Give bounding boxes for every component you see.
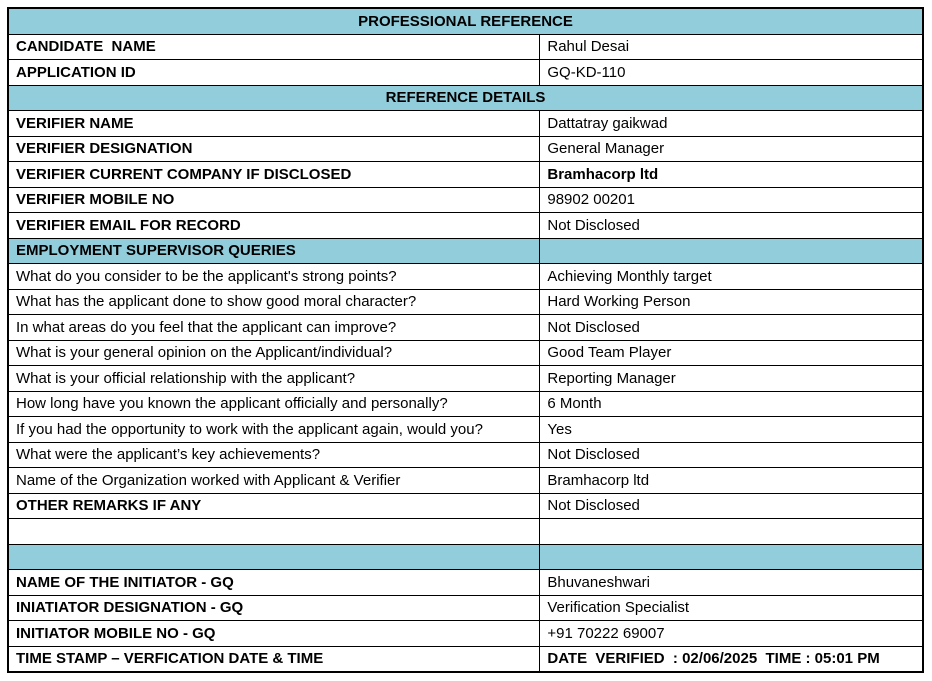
- table-row-empty: [9, 519, 922, 545]
- row-label: OTHER REMARKS IF ANY: [9, 494, 540, 519]
- row-label: APPLICATION ID: [9, 60, 540, 85]
- row-label: If you had the opportunity to work with the applicant again, would you?: [9, 417, 540, 442]
- row-value: Dattatray gaikwad: [547, 114, 668, 132]
- row-label: How long have you known the applicant officially and personally?: [9, 392, 540, 417]
- row-label: VERIFIER DESIGNATION: [9, 137, 540, 162]
- table-row-question-official-relationship: [9, 366, 922, 392]
- table-row-initiator-mobile: [9, 621, 922, 647]
- row-value: GQ-KD-110: [547, 63, 626, 81]
- row-value: DATE VERIFIED : 02/06/2025 TIME : 05:01 PM: [547, 650, 880, 668]
- row-label: NAME OF THE INITIATOR - GQ: [9, 570, 540, 595]
- table-row-verifier-designation: [9, 137, 922, 163]
- row-label: VERIFIER EMAIL FOR RECORD: [9, 213, 540, 238]
- table-row-question-key-achievements: [9, 443, 922, 469]
- section-header-row: [9, 9, 922, 35]
- empty-cell: [9, 519, 540, 544]
- row-value: Achieving Monthly target: [547, 267, 712, 285]
- table-row-timestamp: [9, 647, 922, 672]
- row-label: CANDIDATE NAME: [9, 35, 540, 60]
- row-label: TIME STAMP – VERFICATION DATE & TIME: [9, 647, 540, 672]
- row-value: 6 Month: [547, 395, 602, 413]
- table-row-question-known-how-long: [9, 392, 922, 418]
- table-row-question-strong-points: [9, 264, 922, 290]
- row-value: Yes: [547, 420, 572, 438]
- subheader-label: EMPLOYMENT SUPERVISOR QUERIES: [9, 239, 540, 264]
- table-row-initiator-designation: [9, 596, 922, 622]
- row-value: Not Disclosed: [547, 216, 640, 234]
- section-subheader-row-employment-queries: [9, 239, 922, 265]
- empty-cell: [540, 519, 922, 544]
- table-row-verifier-company: [9, 162, 922, 188]
- row-label: VERIFIER CURRENT COMPANY IF DISCLOSED: [9, 162, 540, 187]
- table-row-question-improve: [9, 315, 922, 341]
- section-title-professional-reference: PROFESSIONAL REFERENCE: [358, 12, 573, 30]
- row-label: What has the applicant done to show good moral character?: [9, 290, 540, 315]
- row-label: INITIATOR MOBILE NO - GQ: [9, 621, 540, 646]
- row-value: Not Disclosed: [547, 318, 640, 336]
- table-row-initiator-name: [9, 570, 922, 596]
- section-header-row: [9, 86, 922, 112]
- table-row-question-work-again: [9, 417, 922, 443]
- row-value: Bramhacorp ltd: [547, 165, 659, 183]
- row-value: Bramhacorp ltd: [547, 471, 650, 489]
- professional-reference-table: [7, 7, 924, 673]
- row-value: General Manager: [547, 140, 665, 158]
- row-label: INIATIATOR DESIGNATION - GQ: [9, 596, 540, 621]
- row-value: +91 70222 69007: [547, 624, 665, 642]
- row-label: What do you consider to be the applicant's strong points?: [9, 264, 540, 289]
- table-row-question-moral-character: [9, 290, 922, 316]
- row-value: 98902 00201: [547, 191, 635, 209]
- table-row-other-remarks: [9, 494, 922, 520]
- row-label: What were the applicant’s key achievements?: [9, 443, 540, 468]
- row-value: Verification Specialist: [547, 599, 690, 617]
- section-title-reference-details: REFERENCE DETAILS: [385, 89, 546, 107]
- row-label: Name of the Organization worked with Applicant & Verifier: [9, 468, 540, 493]
- row-value: Not Disclosed: [547, 497, 640, 515]
- empty-cell: [540, 545, 922, 570]
- row-label: VERIFIER NAME: [9, 111, 540, 136]
- subheader-empty-cell: [540, 239, 922, 264]
- empty-cell: [9, 545, 540, 570]
- row-value: Bhuvaneshwari: [547, 573, 650, 591]
- row-value: Hard Working Person: [547, 293, 691, 311]
- table-row-question-general-opinion: [9, 341, 922, 367]
- row-label: What is your general opinion on the Applicant/individual?: [9, 341, 540, 366]
- table-row-verifier-mobile: [9, 188, 922, 214]
- row-value: Not Disclosed: [547, 446, 640, 464]
- table-row-verifier-name: [9, 111, 922, 137]
- table-row-verifier-email: [9, 213, 922, 239]
- table-row-application-id: [9, 60, 922, 86]
- row-value: Reporting Manager: [547, 369, 676, 387]
- row-value: Rahul Desai: [547, 38, 630, 56]
- row-label: What is your official relationship with the applicant?: [9, 366, 540, 391]
- table-row-organization-worked: [9, 468, 922, 494]
- table-row-candidate-name: [9, 35, 922, 61]
- blue-divider-row: [9, 545, 922, 571]
- row-label: VERIFIER MOBILE NO: [9, 188, 540, 213]
- row-label: In what areas do you feel that the applicant can improve?: [9, 315, 540, 340]
- row-value: Good Team Player: [547, 344, 672, 362]
